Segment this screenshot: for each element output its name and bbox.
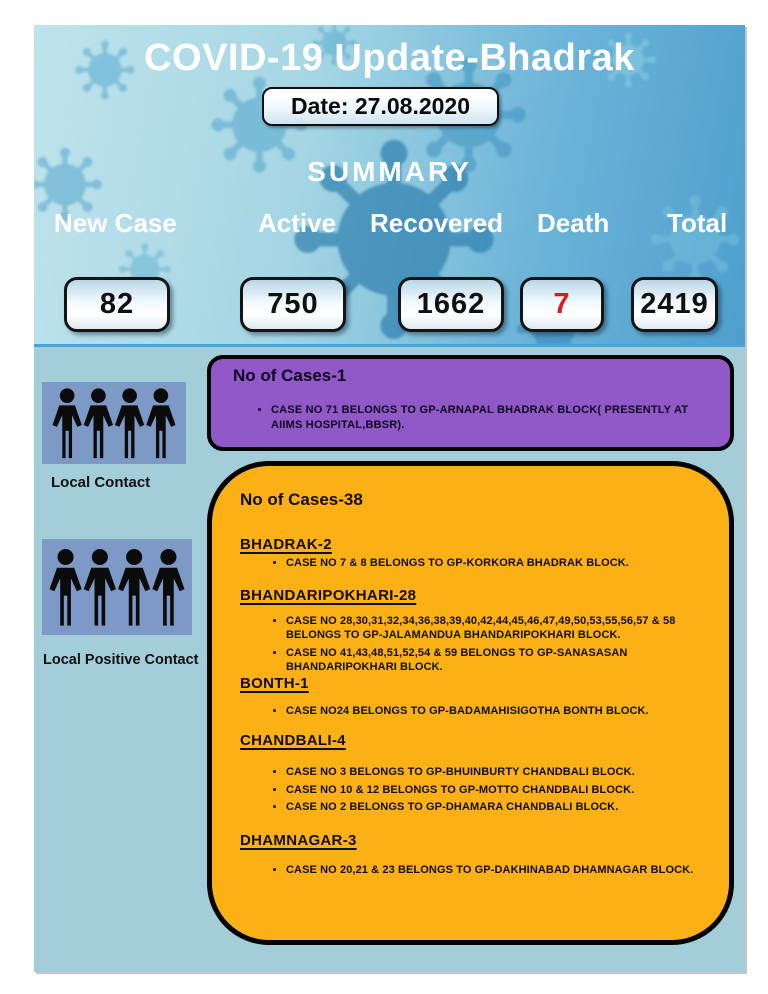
local-contact-cases-box [207, 355, 734, 451]
block-section-bhadrak [240, 536, 711, 571]
case-detail-item: • CASE NO 10 & 12 BELONGS TO GP-MOTTO CHANDBALI BLOCK. [286, 783, 711, 798]
page-title: COVID-19 Update-Bhadrak [144, 37, 635, 79]
block-section-title: CHANDBALI-4 [240, 732, 346, 750]
block-section-title: DHAMNAGAR-3 [240, 831, 357, 849]
case-detail-item: • CASE NO 7 & 8 BELONGS TO GP-KORKORA BHADRAK BLOCK. [286, 556, 711, 571]
case-detail-item: • CASE NO 20,21 & 23 BELONGS TO GP-DAKHINABAD DHAMNAGAR BLOCK. [286, 863, 711, 878]
case-detail-item: • CASE NO24 BELONGS TO GP-BADAMAHISIGOTHA BONTH BLOCK. [286, 704, 711, 719]
local-contact-label: Local Contact [51, 474, 151, 491]
block-section-bonth [240, 675, 711, 719]
date-badge [262, 87, 499, 126]
death-value-box [520, 277, 604, 332]
column-label-recovered: Recovered [370, 208, 503, 238]
block-section-title: BONTH-1 [240, 674, 309, 692]
death-value: 7 [553, 288, 571, 320]
summary-heading: SUMMARY [307, 156, 472, 187]
local-contact-cases-heading: No of Cases-1 [233, 366, 347, 385]
block-section-chandbali [240, 732, 711, 815]
case-detail-item: • CASE NO 71 BELONGS TO GP-ARNAPAL BHADRAK BLOCK( PRESENTLY AT AIIMS HOSPITAL,BBSR). [271, 403, 708, 433]
recovered-value: 1662 [416, 288, 486, 320]
local-positive-cases-heading: No of Cases-38 [240, 490, 363, 509]
column-label-new-case: New Case [54, 208, 177, 238]
header-banner [34, 25, 745, 347]
local-positive-contact-label: Local Positive Contact [43, 652, 199, 668]
date-label: Date: 27.08.2020 [290, 93, 470, 119]
active-value-box [240, 277, 346, 332]
case-list [240, 765, 711, 815]
local-positive-contact-pictogram-box [42, 539, 192, 635]
case-detail-item: • CASE NO 3 BELONGS TO GP-BHUINBURTY CHANDBALI BLOCK. [286, 765, 711, 780]
details-panel [34, 347, 745, 972]
total-value-box [631, 277, 718, 332]
case-list [240, 863, 711, 878]
local-contact-pictogram-box [42, 382, 186, 464]
column-label-death: Death [537, 208, 610, 238]
case-detail-item: • CASE NO 2 BELONGS TO GP-DHAMARA CHANDBALI BLOCK. [286, 800, 711, 815]
case-detail-item: • CASE NO 28,30,31,32,34,36,38,39,40,42,44,45,46,47,49,50,53,55,56,57 & 58 BELONGS TO GP-JALAMANDUA BHANDARIPOKHARI BLOCK. [286, 614, 711, 643]
new-case-value-box [64, 277, 170, 332]
case-list [240, 704, 711, 719]
local-contact-cases-list [233, 403, 708, 433]
case-list [240, 556, 711, 571]
total-value: 2419 [640, 288, 709, 320]
block-section-title: BHADRAK-2 [240, 536, 332, 553]
recovered-value-box [398, 277, 504, 332]
block-section-dhamnagar [240, 832, 711, 878]
column-label-total: Total [667, 208, 728, 238]
case-detail-item: • CASE NO 41,43,48,51,52,54 & 59 BELONGS TO GP-SANASASAN BHANDARIPOKHARI BLOCK. [286, 646, 711, 675]
case-list [240, 614, 711, 675]
column-label-active: Active [258, 208, 337, 238]
local-positive-cases-box [207, 461, 734, 945]
block-section-bhandaripokhari [240, 587, 711, 675]
people-holding-hands-icon [42, 382, 186, 464]
block-section-title: BHANDARIPOKHARI-28 [240, 586, 417, 604]
active-value: 750 [267, 288, 319, 320]
people-holding-hands-icon [42, 539, 192, 635]
new-case-value: 82 [99, 288, 135, 320]
